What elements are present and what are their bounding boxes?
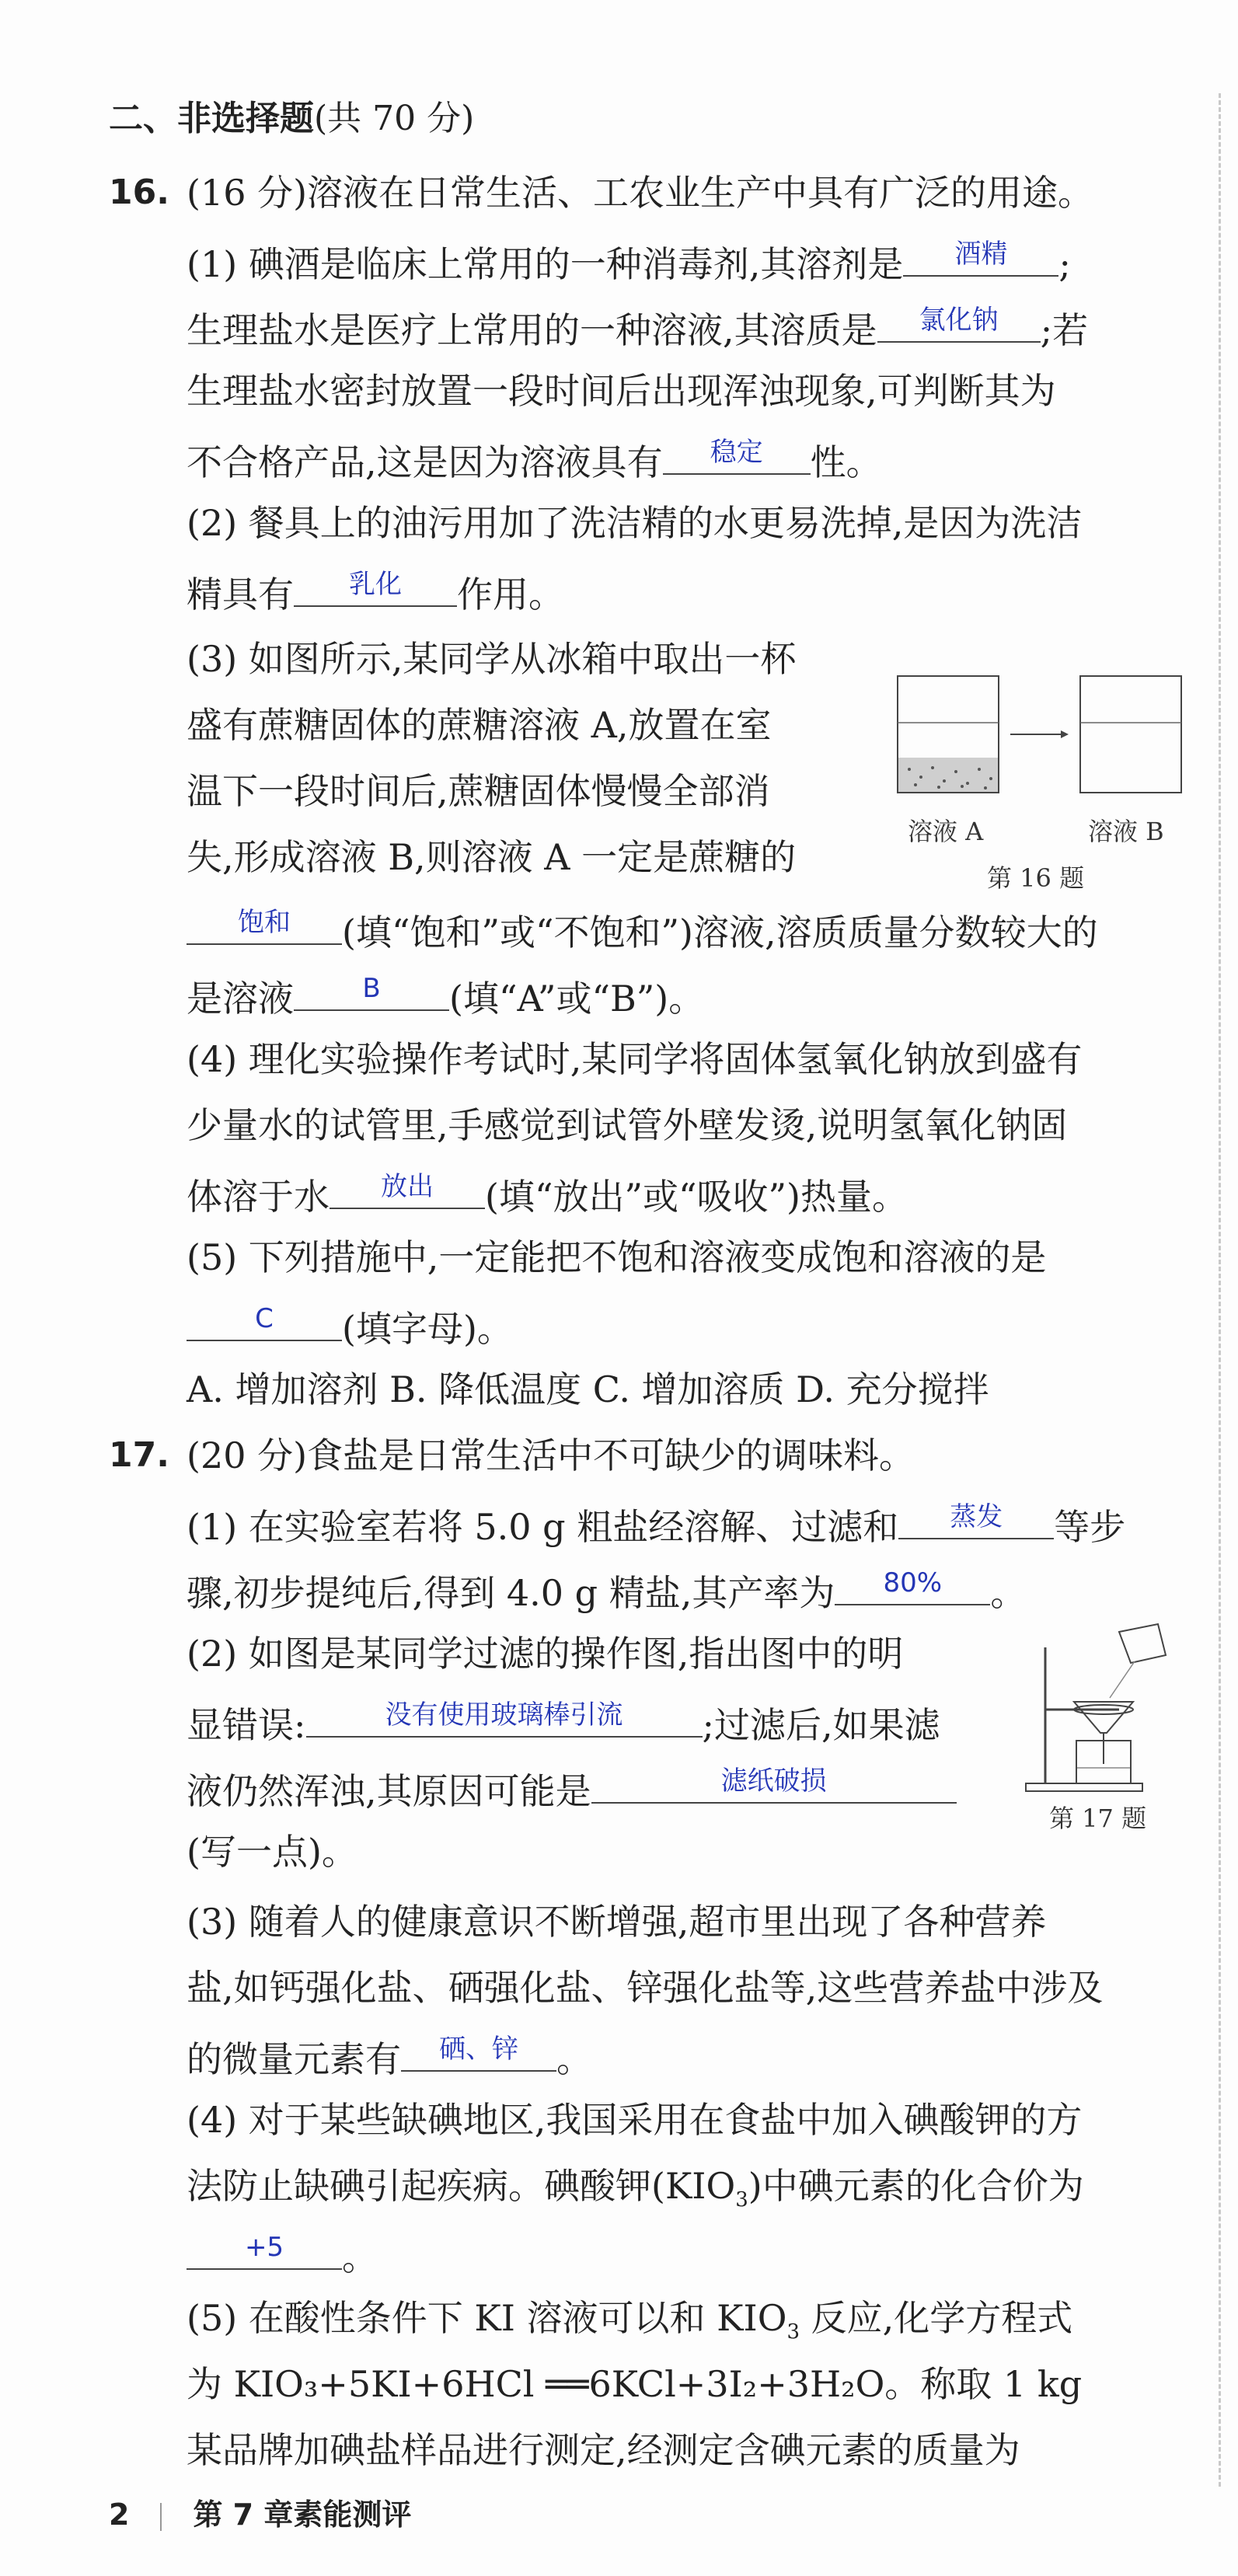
q16-line: (1) 碘酒是临床上常用的一种消毒剂,其溶剂是 酒精 ; xyxy=(187,233,1071,290)
q17-line: 显错误: 没有使用玻璃棒引流 ;过滤后,如果滤 xyxy=(187,1694,940,1751)
answer-blank[interactable]: 没有使用玻璃棒引流 xyxy=(306,1694,703,1738)
question-17-number: 17. xyxy=(109,1435,169,1475)
beaker-b-label: 溶液 B xyxy=(1088,817,1164,846)
q17-equation-line: 为 KIO₃+5KI+6HCl ══6KCl+3I₂+3H₂O。称取 1 kg xyxy=(187,2363,1083,2405)
binding-margin xyxy=(1219,93,1221,2487)
q16-line: 不合格产品,这是因为溶液具有 稳定 性。 xyxy=(187,431,882,488)
q16-line: 生理盐水密封放置一段时间后出现浑浊现象,可判断其为 xyxy=(187,370,1056,412)
beaker-figure-16 xyxy=(894,668,1189,808)
q16-line: C (填字母)。 xyxy=(187,1298,513,1354)
q17-line: 骤,初步提纯后,得到 4.0 g 精盐,其产率为 80% 。 xyxy=(187,1562,1026,1619)
q17-line: 某品牌加碘盐样品进行测定,经测定含碘元素的质量为 xyxy=(187,2429,1020,2471)
q16-line: (4) 理化实验操作考试时,某同学将固体氢氧化钠放到盛有 xyxy=(187,1038,1083,1080)
answer-blank[interactable]: 乳化 xyxy=(294,563,457,607)
q16-line: 温下一段时间后,蔗糖固体慢慢全部消 xyxy=(187,770,770,812)
question-16-number: 16. xyxy=(109,173,169,212)
q17-intro: (20 分)食盐是日常生活中不可缺少的调味料。 xyxy=(187,1434,915,1476)
answer-blank[interactable]: 氯化钠 xyxy=(877,299,1041,343)
answer-blank[interactable]: 蒸发 xyxy=(898,1496,1054,1539)
filtration-figure-17 xyxy=(1018,1616,1197,1795)
answer-blank[interactable]: 放出 xyxy=(330,1166,485,1209)
answer-blank[interactable]: C xyxy=(187,1298,342,1341)
q17-line: 的微量元素有 硒、锌 。 xyxy=(187,2028,592,2085)
figure-16-caption: 第 16 题 xyxy=(987,863,1085,893)
q16-line: 生理盐水是医疗上常用的一种溶液,其溶质是 氯化钠 ;若 xyxy=(187,299,1088,356)
beaker-a-label: 溶液 A xyxy=(908,817,984,846)
page-number: 2 xyxy=(109,2498,130,2532)
q17-line: 液仍然浑浊,其原因可能是 滤纸破损 xyxy=(187,1760,957,1817)
q16-line: (2) 餐具上的油污用加了洗洁精的水更易洗掉,是因为洗洁 xyxy=(187,502,1083,544)
answer-blank[interactable]: 硒、锌 xyxy=(401,2028,556,2072)
answer-blank[interactable]: 80% xyxy=(835,1562,990,1605)
q17-line: (写一点)。 xyxy=(187,1831,357,1873)
q17-line: 法防止缺碘引起疾病。碘酸钾$(KIO_3)$中碘元素的化合价为 xyxy=(187,2165,1084,2212)
q16-line: 盛有蔗糖固体的蔗糖溶液 A,放置在室 xyxy=(187,704,772,746)
figure-17-caption: 第 17 题 xyxy=(1049,1804,1147,1833)
q17-line: (5) 在酸性条件下 KI 溶液可以和 $KIO_3$ 反应,化学方程式 xyxy=(187,2297,1073,2344)
q17-line: +5 。 xyxy=(187,2226,378,2283)
answer-blank[interactable]: B xyxy=(294,967,449,1011)
q17-line: (2) 如图是某同学过滤的操作图,指出图中的明 xyxy=(187,1633,904,1675)
q16-line: (5) 下列措施中,一定能把不饱和溶液变成饱和溶液的是 xyxy=(187,1236,1047,1278)
q16-line: 饱和 (填“饱和”或“不饱和”)溶液,溶质质量分数较大的 xyxy=(187,901,1098,958)
answer-blank[interactable]: 酒精 xyxy=(903,233,1058,277)
answer-blank[interactable]: 稳定 xyxy=(663,431,811,475)
q17-line: (1) 在实验室若将 5.0 g 粗盐经溶解、过滤和 蒸发 等步 xyxy=(187,1496,1125,1553)
answer-blank[interactable]: 滤纸破损 xyxy=(591,1760,957,1804)
answer-blank[interactable]: +5 xyxy=(187,2226,342,2270)
q17-line: (3) 随着人的健康意识不断增强,超市里出现了各种营养 xyxy=(187,1901,1047,1943)
q16-line: 少量水的试管里,手感觉到试管外壁发烫,说明氢氧化钠固 xyxy=(187,1104,1068,1146)
section-heading: 二、非选择题(共 70 分) xyxy=(109,99,475,138)
chapter-title: 第 7 章素能测评 xyxy=(193,2498,412,2532)
q17-line: 盐,如钙强化盐、硒强化盐、锌强化盐等,这些营养盐中涉及 xyxy=(187,1967,1104,2009)
q16-line: 精具有 乳化 作用。 xyxy=(187,563,564,620)
q16-line: 是溶液 B (填“A”或“B”)。 xyxy=(187,967,704,1024)
q16-line: 失,形成溶液 B,则溶液 A 一定是蔗糖的 xyxy=(187,836,797,878)
q16-line: (3) 如图所示,某同学从冰箱中取出一杯 xyxy=(187,638,797,680)
page-footer xyxy=(109,2491,411,2533)
q16-line: 体溶于水 放出 (填“放出”或“吸收”)热量。 xyxy=(187,1166,908,1222)
q16-options: A. 增加溶剂 B. 降低温度 C. 增加溶质 D. 充分搅拌 xyxy=(187,1368,989,1410)
answer-blank[interactable]: 饱和 xyxy=(187,901,342,945)
q17-line: (4) 对于某些缺碘地区,我国采用在食盐中加入碘酸钾的方 xyxy=(187,2099,1083,2141)
q16-intro: (16 分)溶液在日常生活、工农业生产中具有广泛的用途。 xyxy=(187,172,1094,214)
